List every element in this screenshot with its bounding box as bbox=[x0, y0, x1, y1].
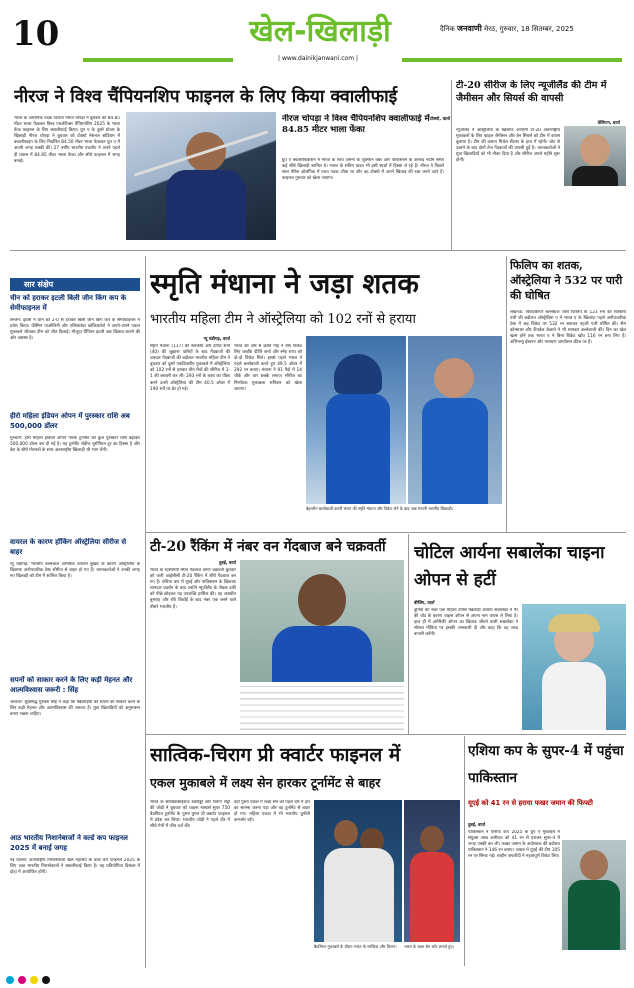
mandhana-subhead: भारतीय महिला टीम ने ऑस्ट्रेलिया को 102 रनों से हराया bbox=[150, 312, 416, 327]
section-title: खेल-खिलाड़ी bbox=[249, 14, 391, 49]
mandhana-body-col2: भारत की ओर से क्रांति गौड़ ने तीन विकेट लिए जबकि दीप्ति शर्मा और स्नेह राणा को दो-दो विकेट मिले। इससे पहले भारत ने पहले बल्लेबाजी करते हुए 49.5 ओवर में 292 रन बनाए। मंधाना ने 91 गेंदों में 14 चौके और चार छक्के लगाए। सीरीज का निर्णायक मुकाबला शनिवार को खेला जाएगा। bbox=[234, 344, 302, 392]
neeraj-photo bbox=[126, 112, 276, 240]
nz-photo bbox=[564, 126, 626, 186]
brief-item4-body: जालंधर: सुप्रसिद्ध गुरुवंश सिंह ने कहा कि खिलाड़ियों को सपनों को साकार करने के लिए कड़ी मेहनत और आत्मविश्वास की जरूरत है। युवा खिलाड़ियों को अनुशासन बनाए रखना चाहिए। bbox=[10, 700, 140, 718]
registration-mark-yellow bbox=[30, 976, 38, 984]
page-header bbox=[0, 0, 634, 72]
brief-item5-title: आठ भारतीय निशानेबाजों ने वर्ल्ड कप फाइनल 2025 में बनाई जगह bbox=[10, 834, 128, 852]
brief-item2-title: हीरो महिला इंडियन ओपन में पुरस्कार राशि अब 500,000 डॉलर bbox=[10, 412, 130, 430]
chakravarthy-headline: टी-20 रैंकिंग में नंबर वन गेंदबाज बने चक्रवर्ती bbox=[150, 539, 386, 555]
neeraj-body-col2: ग्रुप ए क्वालीफिकेशन में नीरज के साथ जर्मनी के जूलियन वेबर और पाकिस्तान के अरशद नदीम समेत कई शीर्ष खिलाड़ी शामिल थे। भारत के सचिन यादव भी इसी स्पर्धा में हिस्सा ले रहे हैं। नीरज ने पिछले साल पेरिस ओलंपिक में रजत पदक जीता था और वह टोक्यो में अपने खिताब की रक्षा करने उतरे हैं। फाइनल गुरुवार को खेला जाएगा। bbox=[282, 158, 444, 182]
satwik-caption-2: भारत के लक्ष्य सेन शॉट लगाते हुए। bbox=[404, 944, 455, 949]
brief-item2-body: गुरुग्राम: हीरो महिला इंडियन ओपन गोल्फ टूर्नामेंट की कुल पुरस्कार राशि बढ़ाकर 500,000 डॉलर कर दी गई है। यह टूर्नामेंट लेडीज यूरोपियन टूर का हिस्सा है और देश के शीर्ष गोल्फरों के साथ अंतरराष्ट्रीय खिलाड़ी भी भाग लेंगी। bbox=[10, 436, 140, 454]
neeraj-body-col1: भारत के ओलंपिक पदक विजेता नीरज चोपड़ा ने बुधवार को 84.85 मीटर भाला फेंककर विश्व एथलेटिक्स चैंपियनशिप 2025 के भाला फेंक फाइनल के लिए क्वालीफाई किया। ग्रुप ए के दूसरे थ्रोअर के खिलाड़ी नीरज चोपड़ा ने बुधवार को टोक्यो नेशनल स्टेडियम में क्वालीफाइंग के लिए निर्धारित 84.50 मीटर भाला फेंककर ग्रुप ए में अपनी जगह पक्की की। 27 वर्षीय भारतीय एथलीट ने अपने पहले ही प्रयास में 84.85 मीटर भाला फेंका और सीधे फाइनल में जगह बनाई। bbox=[14, 116, 120, 164]
asia-body: पाकिस्तान ने एशिया कप 2025 के ग्रुप ए मुकाबले में संयुक्त अरब अमीरात को 41 रन से हराकर सुपर-4 में जगह पक्की कर ली। फखर जमान के अर्धशतक की बदौलत पाकिस्तान ने 146 रन बनाए। जवाब में यूएई की टीम 105 रन पर सिमट गई। शाहीन अफरीदी ने महत्वपूर्ण विकेट लिए। bbox=[468, 830, 560, 860]
vrule-mid bbox=[506, 256, 507, 532]
chakravarthy-photo bbox=[240, 560, 404, 682]
hrule-2 bbox=[146, 532, 626, 533]
sabalenka-headline: चोटिल आर्यना सबालेंका चाइना ओपन से हटीं bbox=[414, 543, 605, 590]
mandhana-body-col1: स्मृति मंधाना (117) की शतकीय और दीप्ति शर्मा (40) की जुझारू पारियों के बाद गेंदबाजों की धारदार गेंदबाजी की बदौलत भारतीय महिला टीम ने बुधवार को दूसरे एकदिवसीय मुकाबले में ऑस्ट्रेलिया को 102 रनों से हराकर तीन मैचों की सीरीज में 1-1 की बराबरी कर ली। 293 रनों के लक्ष्य का पीछा करने उतरी ऑस्ट्रेलिया की टीम 40.5 ओवर में 190 रनों पर ढेर हो गई। bbox=[150, 344, 230, 392]
philip-headline: फिलिप का शतक, ऑस्ट्रेलिया ने 532 पर पारी की घोषित bbox=[510, 259, 623, 302]
hrule-3 bbox=[146, 734, 626, 735]
brief-item1-title: चीन को हराकर इटली बिली जीन किंग कप के सेमीफाइनल में bbox=[10, 294, 127, 312]
vrule-mid2 bbox=[408, 534, 409, 734]
brief-label-bar bbox=[10, 278, 140, 291]
mandhana-photo-2 bbox=[408, 336, 502, 504]
brief-item3-title: वायरल के कारण हॉकिंग ऑस्ट्रेलिया सीरीज से बाहर bbox=[10, 538, 127, 556]
satwik-headline: सात्विक-चिराग प्री क्वार्टर फाइनल में bbox=[150, 744, 401, 766]
page-number: 10 bbox=[12, 14, 60, 54]
mandhana-dateline: न्यू चंडीगढ़, वार्ता bbox=[203, 337, 230, 342]
neeraj-subhead: नीरज चोपड़ा ने विश्व चैंपियनशिप क्वालीफाई में 84.85 मीटर भाला फेंका bbox=[282, 114, 430, 135]
satwik-body-col1: भारत के सात्विकसाईराज रंकीरेड्डी और चिराग शेट्टी की जोड़ी ने बुधवार को चाइना मास्टर्स सुपर 750 बैडमिंटन टूर्नामेंट के पुरुष युगल प्री क्वार्टर फाइनल में प्रवेश कर लिया। भारतीय जोड़ी ने पहले दौर में सीधे गेमों में जीत दर्ज की। bbox=[150, 800, 230, 830]
registration-marks bbox=[0, 972, 634, 988]
nz-headline: टी-20 सीरीज के लिए न्यूजीलैंड की टीम में जैमीसन और सियर्स की वापसी bbox=[456, 80, 607, 104]
chakravarthy-body: भारत के रहस्यमयी स्पिन गेंदबाज वरुण चक्रवर्ती बुधवार को जारी आईसीसी टी-20 रैंकिंग में शीर्ष गेंदबाज बन गए हैं। एशिया कप में यूएई और पाकिस्तान के खिलाफ शानदार प्रदर्शन के बाद उन्होंने न्यूजीलैंड के जैकब डफी को पीछे छोड़कर यह उपलब्धि हासिल की। वह जसप्रीत बुमराह और रवि बिश्नोई के बाद नंबर एक बनने वाले तीसरे भारतीय हैं। bbox=[150, 568, 236, 610]
website-text: | www.dainikjanwani.com | bbox=[278, 55, 358, 62]
satwik-body-col2: वहीं पुरुष एकल में लक्ष्य सेन को पहले दौर में हार का सामना करना पड़ा और वह टूर्नामेंट से बाहर हो गए। महिला एकल में भी भारतीय चुनौती कमजोर रही। bbox=[234, 800, 310, 824]
registration-mark-black bbox=[42, 976, 50, 984]
satwik-subhead: एकल मुकाबले में लक्ष्य सेन हारकर टूर्नामेंट से बाहर bbox=[150, 775, 381, 790]
satwik-caption-1: बैडमिंटन मुकाबले के दौरान भारत के सात्विक और चिराग। bbox=[314, 944, 397, 949]
asia-dateline: दुबई, वार्ता bbox=[468, 823, 486, 828]
asia-photo bbox=[562, 840, 626, 950]
nz-dateline: वेलिंग्टन, वार्ता bbox=[597, 121, 620, 126]
header-green-bar-right bbox=[402, 58, 622, 62]
chakravarthy-dateline: दुबई, वार्ता bbox=[218, 561, 236, 566]
vrule-bottom bbox=[464, 736, 465, 966]
neeraj-headline: नीरज ने विश्व चैंपियनशिप फाइनल के लिए किया क्वालीफाई bbox=[14, 87, 398, 107]
paper-prefix: दैनिक bbox=[440, 25, 455, 33]
asia-subhead: यूएई को 41 रन से हराया फखर जमान की फिफ्टी bbox=[468, 799, 593, 807]
neeraj-dateline: टोक्यो, वार्ता bbox=[429, 117, 450, 122]
vrule-top bbox=[451, 80, 452, 250]
sabalenka-dateline: बीजिंग, वार्ता bbox=[414, 601, 435, 606]
brief-item5-body: नई दिल्ली: अंतरराष्ट्रीय निशानेबाजी खेल महासंघ के वर्ल्ड कप फाइनल 2025 के लिए आठ भारतीय निशानेबाजों ने क्वालीफाई किया है। यह प्रतियोगिता दिसंबर में दोहा में आयोजित होगी। bbox=[10, 858, 140, 876]
date: 18 सितम्बर, 2025 bbox=[520, 25, 574, 33]
registration-mark-magenta bbox=[18, 976, 26, 984]
mandhana-caption: बेहतरीन बल्लेबाजी करती भारत की स्मृति मंधाना और विकेट लेने के बाद जश्न मनाती भारतीय खिलाड़ी। bbox=[306, 506, 454, 511]
registration-mark-cyan bbox=[6, 976, 14, 984]
satwik-photo-1 bbox=[314, 800, 402, 942]
nz-body: न्यूजीलैंड ने ऑस्ट्रेलिया के खिलाफ आगामी टी-20 अंतरराष्ट्रीय मुकाबलों के लिए काइल जैमीसन और बेन सियर्स को टीम में वापस बुलाया है। टीम की कमान मिचेल सैंटनर के हाथ में रहेगी। चोट से उबरने के बाद दोनों तेज गेंदबाजों की वापसी हुई है। चयनकर्ताओं ने युवा खिलाड़ियों को भी मौका दिया है और सीरीज अगले महीने शुरू होगी। bbox=[456, 128, 560, 164]
mandhana-headline: स्मृति मंधाना ने जड़ा शतक bbox=[150, 267, 419, 300]
chakravarthy-body-lower bbox=[240, 684, 404, 730]
paper-name: जनवाणी bbox=[457, 24, 482, 33]
masthead bbox=[440, 22, 630, 36]
vrule-left bbox=[145, 256, 146, 968]
philip-body: लखनऊ: विकेटकीपर बल्लेबाज जोश फिलिप के 123 रनों की शतकीय पारी की बदौलत ऑस्ट्रेलिया ए ने भारत ए के खिलाफ पहले अनौपचारिक टेस्ट में छह विकेट पर 532 रन बनाकर पहली पारी घोषित की। सैम कोन्स्टास और कैंपबेल केलावे ने भी शानदार बल्लेबाजी की। दिन का खेल खत्म होने तक भारत ए ने बिना विकेट खोए 116 रन बना लिए हैं। अभिमन्यु ईश्वरन और नारायण जगदीशन क्रीज पर हैं। bbox=[510, 310, 626, 346]
sabalenka-photo bbox=[522, 604, 626, 730]
brief-item4-title: सपनों को साकार करने के लिए कड़ी मेहनत और आत्मविश्वास जरूरी : सिंह bbox=[10, 676, 133, 694]
mandhana-photo-1 bbox=[306, 336, 406, 504]
asia-headline: एशिया कप के सुपर-4 में पहुंचा पाकिस्तान bbox=[468, 743, 624, 786]
header-green-bar-left bbox=[83, 58, 233, 62]
hrule-1 bbox=[10, 250, 626, 251]
brief-item1-body: शेन्जेन: इटली ने चीन को 2-0 से हराकर बिली जीन किंग कप के सेमीफाइनल में प्रवेश किया। जैस्मिन पाओलिनी और एलिसाबेटा कोकियारेटो ने अपने-अपने एकल मुकाबले जीतकर टीम को जीत दिलाई। मौजूदा चैंपियन इटली अब खिताब बचाने की ओर अग्रसर है। bbox=[10, 318, 140, 342]
brief-item3-body: न्यू चंडीगढ़: भारतीय बल्लेबाज अभिषेक वायरल बुखार के कारण ऑस्ट्रेलिया के खिलाफ अनौपचारिक टेस्ट सीरीज से बाहर हो गए हैं। चयनकर्ताओं ने उनकी जगह नए खिलाड़ी को टीम में शामिल किया है। bbox=[10, 562, 140, 580]
brief-label: सार संक्षेप bbox=[24, 280, 54, 289]
sabalenka-body: दुनिया की नंबर एक महिला टेनिस खिलाड़ी आर्यना सबालेंका ने पैर की चोट के कारण चाइना ओपन से अपना नाम वापस ले लिया है। हाल ही में अमेरिकी ओपन का खिताब जीतने वाली सबालेंका ने सोशल मीडिया पर इसकी जानकारी दी और कहा कि वह जल्द वापसी करेंगी। bbox=[414, 608, 518, 638]
edition: मेरठ, गुरुवार, bbox=[484, 25, 519, 33]
satwik-photo-2 bbox=[404, 800, 460, 942]
